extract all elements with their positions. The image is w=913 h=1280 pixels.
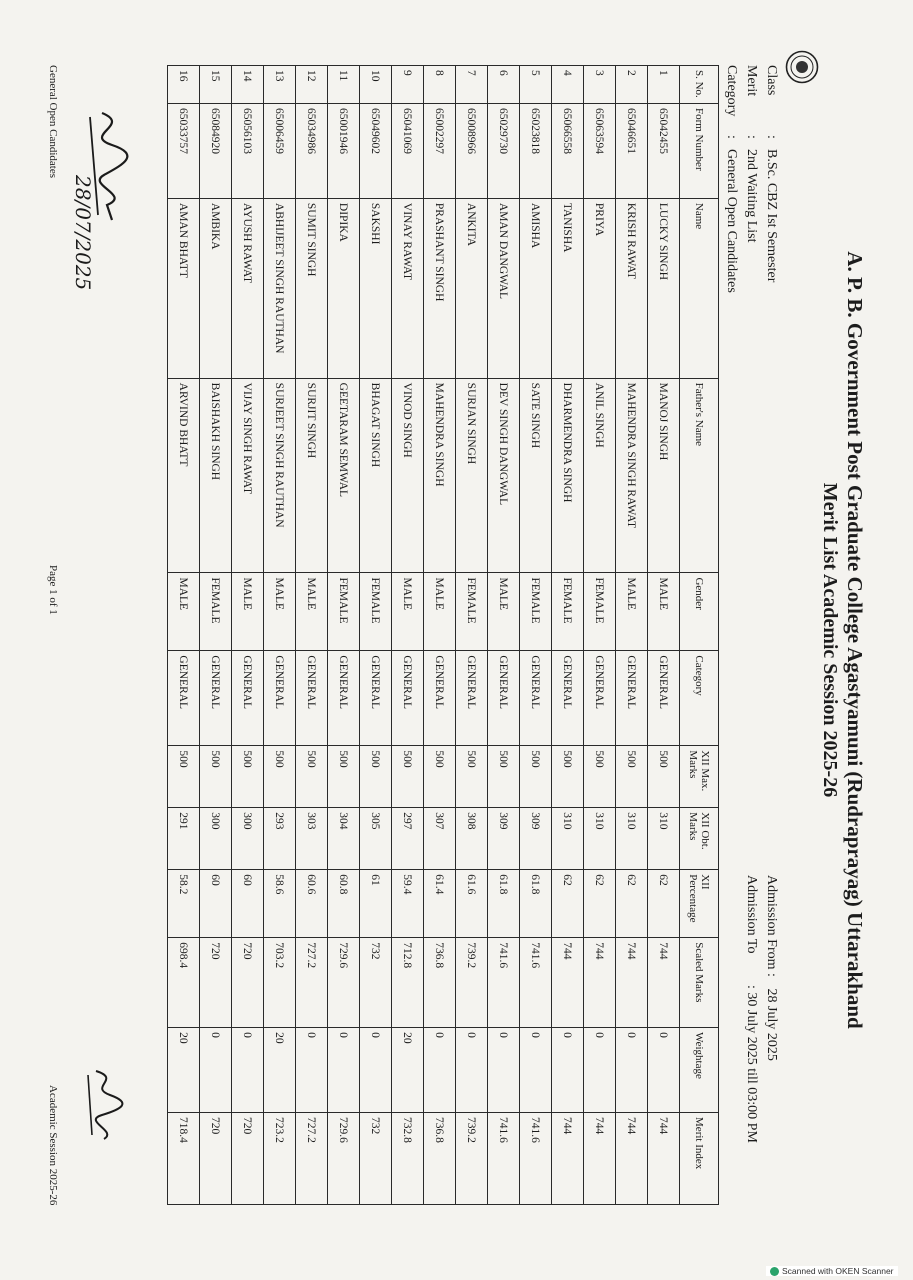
scanner-logo-icon	[770, 1267, 779, 1276]
category-label: Category	[723, 65, 739, 117]
table-cell: GENERAL	[359, 651, 391, 746]
table-cell: GENERAL	[295, 651, 327, 746]
table-cell: SURJIT SINGH	[295, 378, 327, 573]
table-cell: 62	[647, 870, 679, 938]
table-cell: 61.6	[455, 870, 487, 938]
table-cell: 6	[487, 66, 519, 104]
column-header: XII Max. Marks	[679, 746, 718, 808]
table-cell: 13	[263, 66, 295, 104]
table-cell: 744	[615, 1113, 647, 1205]
table-cell: 15	[199, 66, 231, 104]
table-cell: 720	[199, 938, 231, 1028]
table-cell: 736.8	[423, 1113, 455, 1205]
scanner-note: Scanned with OKEN Scanner	[782, 1266, 894, 1276]
merit-table	[167, 65, 719, 1205]
merit-label: Merit	[743, 65, 759, 97]
table-cell: 0	[615, 1028, 647, 1113]
table-cell: GEETARAM SEMWAL	[327, 378, 359, 573]
table-cell: 65001946	[327, 103, 359, 198]
footer-page: Page 1 of 1	[46, 565, 59, 615]
table-cell: 60	[199, 870, 231, 938]
table-cell: 291	[167, 808, 199, 870]
table-cell: 58.2	[167, 870, 199, 938]
table-cell: MAHENDRA SINGH	[423, 378, 455, 573]
scanner-watermark	[766, 1266, 898, 1276]
class-value: B.Sc. CBZ Ist Semester	[763, 149, 779, 283]
table-cell: FEMALE	[583, 573, 615, 651]
table-cell: 60.8	[327, 870, 359, 938]
table-cell: 500	[327, 746, 359, 808]
table-cell: 61.4	[423, 870, 455, 938]
table-cell: 0	[199, 1028, 231, 1113]
table-cell: ABHIJEET SINGH RAUTHAN	[263, 198, 295, 378]
table-cell: GENERAL	[551, 651, 583, 746]
table-cell: 60.6	[295, 870, 327, 938]
table-cell: SAKSHI	[359, 198, 391, 378]
table-cell: MALE	[263, 573, 295, 651]
table-cell: 732	[359, 938, 391, 1028]
table-cell: 0	[423, 1028, 455, 1113]
table-cell: GENERAL	[455, 651, 487, 746]
admission-from-label: Admission From :	[763, 875, 779, 977]
signature-date: 28/07/2025	[70, 175, 95, 291]
table-cell: SURJEET SINGH RAUTHAN	[263, 378, 295, 573]
table-cell: 500	[359, 746, 391, 808]
table-cell: TANISHA	[551, 198, 583, 378]
table-cell: 744	[615, 938, 647, 1028]
table-cell: 0	[583, 1028, 615, 1113]
principal-signature	[67, 105, 142, 305]
college-logo-icon	[785, 50, 819, 84]
table-cell: 58.6	[263, 870, 295, 938]
table-cell: DEV SINGH DANGWAL	[487, 378, 519, 573]
table-cell: 698.4	[167, 938, 199, 1028]
table-cell: 2	[615, 66, 647, 104]
table-cell: 62	[615, 870, 647, 938]
table-cell: 744	[551, 1113, 583, 1205]
table-cell: GENERAL	[615, 651, 647, 746]
column-header: Weightage	[679, 1028, 718, 1113]
table-cell: AMAN BHATT	[167, 198, 199, 378]
table-cell: GENERAL	[327, 651, 359, 746]
table-cell: GENERAL	[583, 651, 615, 746]
table-row	[455, 66, 487, 1205]
rotated-page	[37, 25, 877, 1255]
table-cell: GENERAL	[647, 651, 679, 746]
table-cell: 744	[647, 938, 679, 1028]
table-cell: 732.8	[391, 1113, 423, 1205]
table-cell: 12	[295, 66, 327, 104]
table-cell: BHAGAT SINGH	[359, 378, 391, 573]
table-cell: 703.2	[263, 938, 295, 1028]
table-cell: AYUSH RAWAT	[231, 198, 263, 378]
table-cell: LUCKY SINGH	[647, 198, 679, 378]
table-cell: 739.2	[455, 938, 487, 1028]
table-row	[519, 66, 551, 1205]
table-cell: 61.8	[519, 870, 551, 938]
table-cell: AMISHA	[519, 198, 551, 378]
table-cell: 4	[551, 66, 583, 104]
table-cell: 500	[551, 746, 583, 808]
table-cell: 500	[263, 746, 295, 808]
table-cell: 741.6	[487, 1113, 519, 1205]
table-cell: 720	[231, 1113, 263, 1205]
table-cell: 0	[231, 1028, 263, 1113]
table-cell: 65066558	[551, 103, 583, 198]
table-cell: 500	[615, 746, 647, 808]
table-header-row	[679, 66, 718, 1205]
table-cell: 309	[519, 808, 551, 870]
table-cell: 500	[295, 746, 327, 808]
table-cell: 741.6	[519, 938, 551, 1028]
table-cell: 65042455	[647, 103, 679, 198]
column-header: Name	[679, 198, 718, 378]
table-cell: KRISH RAWAT	[615, 198, 647, 378]
table-cell: MALE	[391, 573, 423, 651]
table-cell: GENERAL	[423, 651, 455, 746]
table-cell: 297	[391, 808, 423, 870]
table-cell: 729.6	[327, 938, 359, 1028]
table-cell: 65029730	[487, 103, 519, 198]
table-cell: 3	[583, 66, 615, 104]
table-row	[263, 66, 295, 1205]
table-row	[359, 66, 391, 1205]
table-cell: ARVIND BHATT	[167, 378, 199, 573]
table-cell: 8	[423, 66, 455, 104]
table-cell: FEMALE	[519, 573, 551, 651]
list-info: Class:B.Sc. CBZ Ist Semester Merit:2nd Waiting List Category:General Open Candidates	[721, 65, 781, 293]
table-cell: 61.8	[487, 870, 519, 938]
table-cell: 720	[231, 938, 263, 1028]
table-row	[647, 66, 679, 1205]
table-cell: MALE	[423, 573, 455, 651]
admission-info	[741, 875, 781, 1143]
table-cell: GENERAL	[167, 651, 199, 746]
table-cell: 309	[487, 808, 519, 870]
table-cell: 732	[359, 1113, 391, 1205]
table-cell: 712.8	[391, 938, 423, 1028]
table-cell: 65033757	[167, 103, 199, 198]
table-cell: VIJAY SINGH RAWAT	[231, 378, 263, 573]
table-row	[199, 66, 231, 1205]
table-cell: AMBIKA	[199, 198, 231, 378]
table-cell: 310	[583, 808, 615, 870]
table-cell: MANOJ SINGH	[647, 378, 679, 573]
table-cell: GENERAL	[391, 651, 423, 746]
column-header: S. No.	[679, 66, 718, 104]
table-cell: 65049602	[359, 103, 391, 198]
table-cell: FEMALE	[455, 573, 487, 651]
footer-session: Academic Session 2025-26	[46, 1085, 59, 1206]
table-cell: 65006459	[263, 103, 295, 198]
table-cell: 0	[551, 1028, 583, 1113]
table-cell: 20	[391, 1028, 423, 1113]
admission-to-label: Admission To	[743, 875, 759, 954]
table-cell: 65056103	[231, 103, 263, 198]
table-cell: 7	[455, 66, 487, 104]
table-row	[391, 66, 423, 1205]
table-cell: 744	[647, 1113, 679, 1205]
table-cell: 14	[231, 66, 263, 104]
table-cell: MALE	[487, 573, 519, 651]
table-cell: 500	[487, 746, 519, 808]
column-header: Form Number	[679, 103, 718, 198]
table-cell: 20	[263, 1028, 295, 1113]
table-cell: 310	[647, 808, 679, 870]
table-cell: 0	[295, 1028, 327, 1113]
table-cell: 0	[455, 1028, 487, 1113]
table-cell: 500	[583, 746, 615, 808]
table-cell: FEMALE	[359, 573, 391, 651]
table-cell: VINAY RAWAT	[391, 198, 423, 378]
table-row	[295, 66, 327, 1205]
table-row	[615, 66, 647, 1205]
table-row	[167, 66, 199, 1205]
table-cell: 500	[455, 746, 487, 808]
column-header: Gender	[679, 573, 718, 651]
table-cell: DIPIKA	[327, 198, 359, 378]
table-cell: 727.2	[295, 1113, 327, 1205]
table-cell: 62	[551, 870, 583, 938]
table-cell: 500	[423, 746, 455, 808]
table-cell: 65084920	[199, 103, 231, 198]
session-title: Merit List Academic Session 2025-26	[818, 482, 841, 798]
table-cell: 741.6	[487, 938, 519, 1028]
table-cell: 718.4	[167, 1113, 199, 1205]
table-cell: 9	[391, 66, 423, 104]
table-row	[327, 66, 359, 1205]
table-cell: 500	[391, 746, 423, 808]
table-row	[231, 66, 263, 1205]
table-cell: 744	[551, 938, 583, 1028]
table-cell: 65023818	[519, 103, 551, 198]
category-value: General Open Candidates	[723, 149, 739, 293]
table-cell: FEMALE	[327, 573, 359, 651]
table-cell: 500	[647, 746, 679, 808]
table-cell: 739.2	[455, 1113, 487, 1205]
table-cell: 10	[359, 66, 391, 104]
table-row	[423, 66, 455, 1205]
table-cell: 0	[519, 1028, 551, 1113]
table-cell: 62	[583, 870, 615, 938]
table-cell: VINOD SINGH	[391, 378, 423, 573]
table-cell: 307	[423, 808, 455, 870]
table-cell: PRIYA	[583, 198, 615, 378]
table-cell: AMAN DANGWAL	[487, 198, 519, 378]
table-cell: 723.2	[263, 1113, 295, 1205]
table-cell: PRASHANT SINGH	[423, 198, 455, 378]
table-cell: ANKITA	[455, 198, 487, 378]
table-cell: MALE	[231, 573, 263, 651]
table-cell: 65008966	[455, 103, 487, 198]
table-cell: 61	[359, 870, 391, 938]
table-cell: SATE SINGH	[519, 378, 551, 573]
table-cell: 500	[167, 746, 199, 808]
column-header: Father's Name	[679, 378, 718, 573]
table-cell: 720	[199, 1113, 231, 1205]
table-row	[551, 66, 583, 1205]
table-cell: 59.4	[391, 870, 423, 938]
table-cell: 0	[487, 1028, 519, 1113]
table-cell: 65063594	[583, 103, 615, 198]
table-cell: SUMIT SINGH	[295, 198, 327, 378]
table-cell: 500	[231, 746, 263, 808]
table-cell: 65002297	[423, 103, 455, 198]
table-cell: 736.8	[423, 938, 455, 1028]
table-cell: MALE	[295, 573, 327, 651]
clerk-signature	[77, 1065, 132, 1155]
table-cell: ANIL SINGH	[583, 378, 615, 573]
table-cell: 65046651	[615, 103, 647, 198]
class-label: Class	[763, 65, 779, 96]
table-cell: 60	[231, 870, 263, 938]
table-cell: MALE	[167, 573, 199, 651]
table-cell: 500	[199, 746, 231, 808]
table-cell: 0	[327, 1028, 359, 1113]
table-cell: GENERAL	[263, 651, 295, 746]
table-cell: GENERAL	[231, 651, 263, 746]
column-header: XII Obt. Marks	[679, 808, 718, 870]
table-cell: 293	[263, 808, 295, 870]
table-cell: GENERAL	[199, 651, 231, 746]
table-cell: 300	[199, 808, 231, 870]
table-cell: 0	[647, 1028, 679, 1113]
table-cell: 300	[231, 808, 263, 870]
table-cell: 20	[167, 1028, 199, 1113]
table-cell: MALE	[647, 573, 679, 651]
table-row	[487, 66, 519, 1205]
table-cell: GENERAL	[487, 651, 519, 746]
table-cell: DHARMENDRA SINGH	[551, 378, 583, 573]
column-header: Merit Index	[679, 1113, 718, 1205]
table-cell: SURJAN SINGH	[455, 378, 487, 573]
table-cell: 308	[455, 808, 487, 870]
footer-category: General Open Candidates	[46, 65, 59, 179]
table-cell: 729.6	[327, 1113, 359, 1205]
table-row	[583, 66, 615, 1205]
table-cell: 304	[327, 808, 359, 870]
column-header: Category	[679, 651, 718, 746]
table-cell: 744	[583, 1113, 615, 1205]
table-cell: 11	[327, 66, 359, 104]
table-cell: MAHENDRA SINGH RAWAT	[615, 378, 647, 573]
table-cell: FEMALE	[551, 573, 583, 651]
column-header: Scaled Marks	[679, 938, 718, 1028]
admission-to-value: : 30 July 2025 till 03:00 PM	[743, 985, 759, 1143]
table-cell: 16	[167, 66, 199, 104]
column-header: XII Percentage	[679, 870, 718, 938]
table-cell: 741.6	[519, 1113, 551, 1205]
table-cell: 1	[647, 66, 679, 104]
table-cell: 744	[583, 938, 615, 1028]
table-cell: 305	[359, 808, 391, 870]
table-cell: 0	[359, 1028, 391, 1113]
table-cell: 727.2	[295, 938, 327, 1028]
table-cell: MALE	[615, 573, 647, 651]
table-cell: FEMALE	[199, 573, 231, 651]
table-cell: 303	[295, 808, 327, 870]
table-body	[167, 66, 679, 1205]
admission-from-value: 28 July 2025	[763, 988, 779, 1061]
table-cell: 310	[615, 808, 647, 870]
merit-value: 2nd Waiting List	[743, 149, 759, 243]
table-cell: GENERAL	[519, 651, 551, 746]
table-cell: 65034986	[295, 103, 327, 198]
table-cell: 5	[519, 66, 551, 104]
college-title: A. P. B. Government Post Graduate College Agastyamuni (Rudraprayag) Uttarakhand	[842, 251, 867, 1029]
table-cell: BAISHAKH SINGH	[199, 378, 231, 573]
table-cell: 500	[519, 746, 551, 808]
table-cell: 310	[551, 808, 583, 870]
table-cell: 65041069	[391, 103, 423, 198]
